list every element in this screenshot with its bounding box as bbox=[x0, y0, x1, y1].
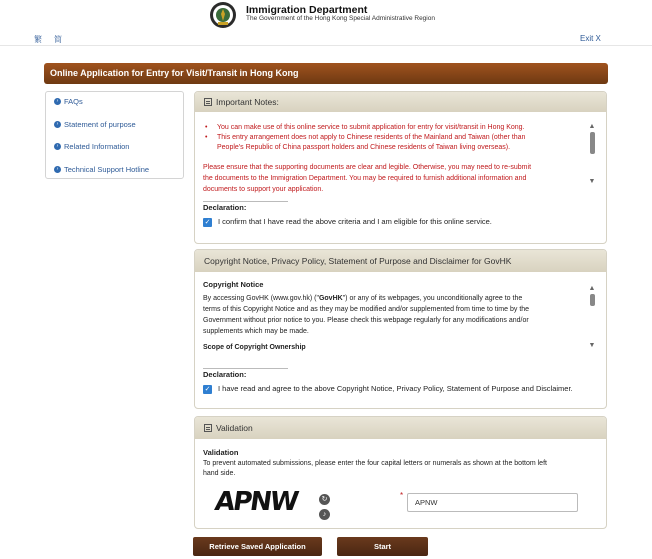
notes-paragraph-line-3: documents to support your application. bbox=[203, 186, 324, 193]
bullet-marker: • bbox=[205, 134, 208, 141]
important-notes-header bbox=[195, 92, 606, 112]
copyright-agree-label: I have read and agree to the above Copyright Notice, Privacy Policy, Statement of Purpose and Disclaimer. bbox=[218, 384, 573, 393]
header-divider bbox=[0, 45, 652, 46]
captcha-input[interactable]: APNW bbox=[407, 493, 578, 512]
notes-scrollbar[interactable] bbox=[588, 123, 596, 185]
department-subtitle: The Government of the Hong Kong Special Administrative Region bbox=[246, 15, 435, 22]
copyright-line-1 bbox=[203, 294, 522, 304]
arrow-right-icon: › bbox=[54, 98, 61, 105]
copyright-line-2: terms of this Copyright Notice and as they may be modified and/or supplemented from time to time by the bbox=[203, 306, 530, 313]
lang-traditional-chinese-link[interactable]: 繁 bbox=[34, 35, 42, 44]
department-title: Immigration Department bbox=[246, 4, 368, 16]
copyright-scope-heading: Scope of Copyright Ownership bbox=[203, 344, 306, 351]
validation-instruction-line-2: hand side. bbox=[203, 470, 236, 477]
notes-bullet-1: You can make use of this online service to submit application for entry for visit/transit in Hong Kong. bbox=[217, 124, 525, 131]
page-title-banner: Online Application for Entry for Visit/Transit in Hong Kong bbox=[44, 63, 608, 84]
audio-captcha-icon[interactable]: ♪ bbox=[319, 509, 330, 520]
sidebar-item-statement-of-purpose[interactable] bbox=[54, 120, 136, 129]
copyright-panel bbox=[194, 249, 607, 409]
copyright-scrollbar[interactable] bbox=[588, 285, 596, 349]
copyright-agree-checkbox[interactable]: ✓ bbox=[204, 386, 211, 393]
important-notes-title: Important Notes: bbox=[216, 97, 279, 107]
validation-header bbox=[195, 417, 606, 439]
validation-icon bbox=[204, 424, 212, 432]
notes-icon bbox=[204, 98, 212, 106]
sidebar-item-label: Related Information bbox=[64, 142, 130, 151]
sidebar-item-related-information[interactable] bbox=[54, 142, 129, 151]
declaration-divider bbox=[203, 201, 288, 202]
arrow-right-icon: › bbox=[54, 143, 61, 150]
scroll-down-icon[interactable]: ▼ bbox=[588, 178, 596, 185]
scroll-up-icon[interactable]: ▲ bbox=[588, 123, 596, 130]
validation-panel bbox=[194, 416, 607, 529]
captcha-image: APNW bbox=[212, 487, 299, 517]
validation-title: Validation bbox=[216, 423, 253, 433]
copyright-line-1-post: ") or any of its webpages, you unconditionally agree to the bbox=[342, 295, 523, 302]
copyright-line-1-pre: By accessing GovHK (www.gov.hk) (" bbox=[203, 295, 319, 302]
copyright-declaration-label: Declaration: bbox=[203, 370, 247, 379]
sidebar-item-label: Technical Support Hotline bbox=[64, 165, 150, 174]
sidebar-item-faqs[interactable] bbox=[54, 97, 83, 106]
hk-immigration-emblem-icon bbox=[209, 1, 237, 29]
declaration-divider bbox=[203, 368, 288, 369]
required-mark: * bbox=[400, 491, 404, 500]
sidebar-nav bbox=[45, 91, 184, 179]
notes-declaration-label: Declaration: bbox=[203, 203, 247, 212]
notes-bullet-2b: People's Republic of China passport holders and Chinese residents of Taiwan living overseas). bbox=[217, 144, 511, 151]
sidebar-item-technical-support-hotline[interactable] bbox=[54, 165, 149, 174]
bullet-marker: • bbox=[205, 124, 208, 131]
copyright-title: Copyright Notice, Privacy Policy, Statement of Purpose and Disclaimer for GovHK bbox=[204, 256, 512, 266]
sidebar-item-label: FAQs bbox=[64, 97, 83, 106]
eligibility-confirm-checkbox[interactable]: ✓ bbox=[204, 219, 211, 226]
govhk-bold: GovHK bbox=[318, 295, 343, 302]
validation-instruction-line-1: To prevent automated submissions, please enter the four capital letters or numerals as shown at the bottom left bbox=[203, 460, 547, 467]
copyright-header bbox=[195, 250, 606, 272]
start-button[interactable]: Start bbox=[337, 537, 428, 556]
notes-paragraph-line-2: the documents to the Immigration Department. You may be required to furnish additional information and bbox=[203, 175, 527, 182]
exit-link[interactable]: Exit X bbox=[580, 34, 601, 43]
copyright-line-3: Government without prior notice to you. Please check this webpage regularly for any modifications and/or bbox=[203, 317, 529, 324]
lang-simplified-chinese-link[interactable]: 简 bbox=[54, 35, 62, 44]
validation-heading: Validation bbox=[203, 448, 239, 457]
retrieve-saved-application-button[interactable]: Retrieve Saved Application bbox=[193, 537, 322, 556]
scroll-down-icon[interactable]: ▼ bbox=[588, 342, 596, 349]
arrow-right-icon: › bbox=[54, 166, 61, 173]
notes-paragraph-line-1: Please ensure that the supporting documents are clear and legible. Otherwise, you may need to re-submit bbox=[203, 164, 532, 171]
scroll-thumb[interactable] bbox=[590, 294, 595, 306]
refresh-captcha-icon[interactable]: ↻ bbox=[319, 494, 330, 505]
notes-bullet-2a: This entry arrangement does not apply to Chinese residents of the Mainland and Taiwan (other than bbox=[217, 134, 526, 141]
copyright-line-4: supplements which may be made. bbox=[203, 328, 309, 335]
arrow-right-icon: › bbox=[54, 121, 61, 128]
important-notes-panel bbox=[194, 91, 607, 244]
copyright-heading: Copyright Notice bbox=[203, 280, 264, 289]
scroll-up-icon[interactable]: ▲ bbox=[588, 285, 596, 292]
eligibility-confirm-label: I confirm that I have read the above criteria and I am eligible for this online service. bbox=[218, 217, 492, 226]
sidebar-item-label: Statement of purpose bbox=[64, 120, 136, 129]
scroll-thumb[interactable] bbox=[590, 132, 595, 154]
